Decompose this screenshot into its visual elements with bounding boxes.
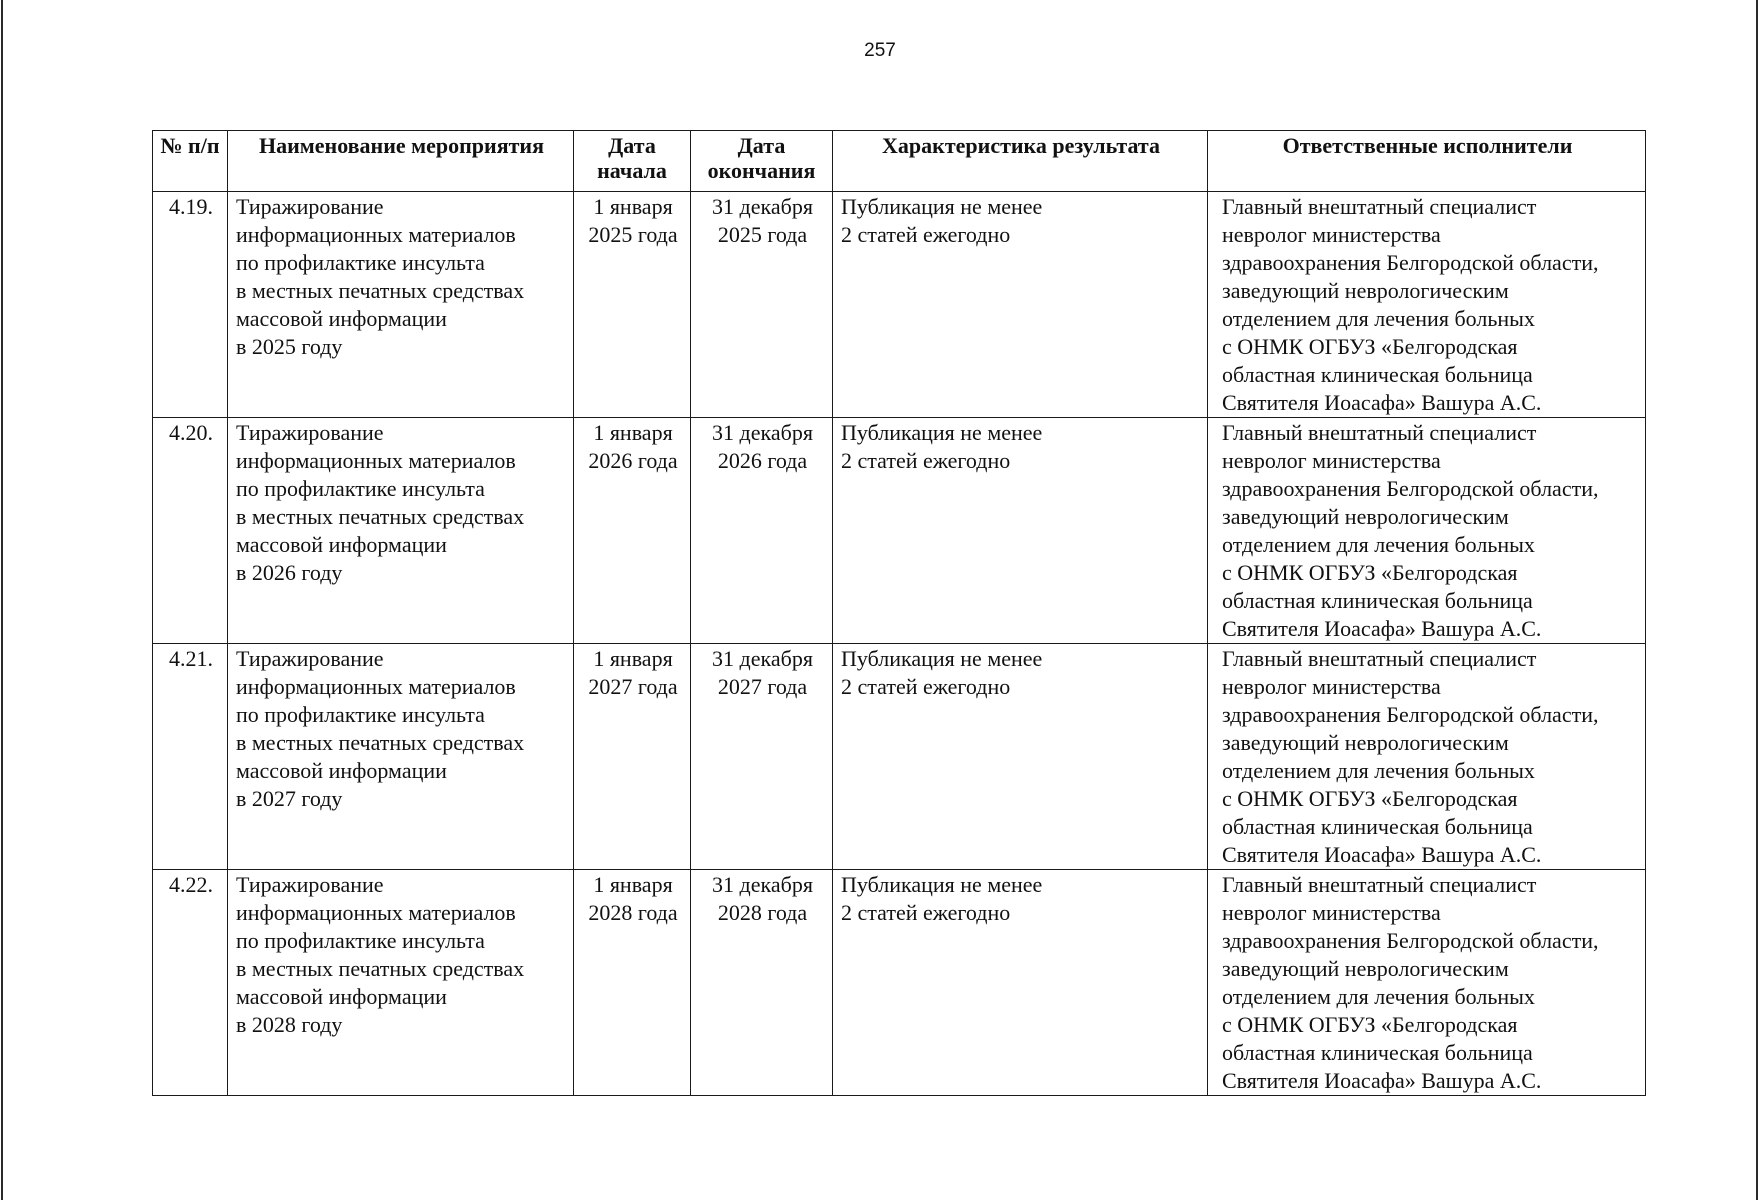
row-end-date: 31 декабря 2025 года (691, 192, 833, 418)
row-num: 4.19. (153, 192, 228, 418)
header-num: № п/п (153, 131, 228, 192)
activities-table (152, 130, 1646, 1096)
row-result: Публикация не менее 2 статей ежегодно (833, 644, 1208, 870)
row-num: 4.20. (153, 418, 228, 644)
header-result: Характеристика результата (833, 131, 1208, 192)
row-num: 4.21. (153, 644, 228, 870)
row-start-date: 1 января 2028 года (574, 870, 691, 1096)
row-result: Публикация не менее 2 статей ежегодно (833, 192, 1208, 418)
header-name: Наименование мероприятия (228, 131, 574, 192)
row-num: 4.22. (153, 870, 228, 1096)
page-number: 257 (864, 40, 896, 61)
header-responsible: Ответственные исполнители (1208, 131, 1646, 192)
row-name: Тиражирование информационных материалов по профилактике инсульта в местных печатных средствах массовой информации в 2027 году (228, 644, 574, 870)
row-end-date: 31 декабря 2026 года (691, 418, 833, 644)
row-responsible: Главный внештатный специалист невролог министерства здравоохранения Белгородской области, заведующий неврологическим отделением для лечения больных с ОНМК ОГБУЗ «Белгородская областная клиническая больница Святителя Иоасафа» Вашура А.С. (1208, 192, 1646, 418)
scan-edge-right (1756, 0, 1758, 1200)
header-start: Дата начала (574, 131, 691, 192)
row-end-date: 31 декабря 2028 года (691, 870, 833, 1096)
table-row (153, 192, 1646, 418)
row-start-date: 1 января 2027 года (574, 644, 691, 870)
row-responsible: Главный внештатный специалист невролог министерства здравоохранения Белгородской области, заведующий неврологическим отделением для лечения больных с ОНМК ОГБУЗ «Белгородская областная клиническая больница Святителя Иоасафа» Вашура А.С. (1208, 870, 1646, 1096)
row-name: Тиражирование информационных материалов по профилактике инсульта в местных печатных средствах массовой информации в 2025 году (228, 192, 574, 418)
scan-edge-left (1, 0, 3, 1200)
table-row (153, 870, 1646, 1096)
row-name: Тиражирование информационных материалов по профилактике инсульта в местных печатных средствах массовой информации в 2026 году (228, 418, 574, 644)
row-result: Публикация не менее 2 статей ежегодно (833, 418, 1208, 644)
row-responsible: Главный внештатный специалист невролог министерства здравоохранения Белгородской области, заведующий неврологическим отделением для лечения больных с ОНМК ОГБУЗ «Белгородская областная клиническая больница Святителя Иоасафа» Вашура А.С. (1208, 644, 1646, 870)
table-header (153, 131, 1646, 192)
table-row (153, 644, 1646, 870)
row-name: Тиражирование информационных материалов по профилактике инсульта в местных печатных средствах массовой информации в 2028 году (228, 870, 574, 1096)
table-body (153, 192, 1646, 1096)
row-start-date: 1 января 2025 года (574, 192, 691, 418)
header-row (153, 131, 1646, 192)
row-responsible: Главный внештатный специалист невролог министерства здравоохранения Белгородской области, заведующий неврологическим отделением для лечения больных с ОНМК ОГБУЗ «Белгородская областная клиническая больница Святителя Иоасафа» Вашура А.С. (1208, 418, 1646, 644)
row-end-date: 31 декабря 2027 года (691, 644, 833, 870)
row-result: Публикация не менее 2 статей ежегодно (833, 870, 1208, 1096)
header-end: Дата окончания (691, 131, 833, 192)
row-start-date: 1 января 2026 года (574, 418, 691, 644)
table-row (153, 418, 1646, 644)
